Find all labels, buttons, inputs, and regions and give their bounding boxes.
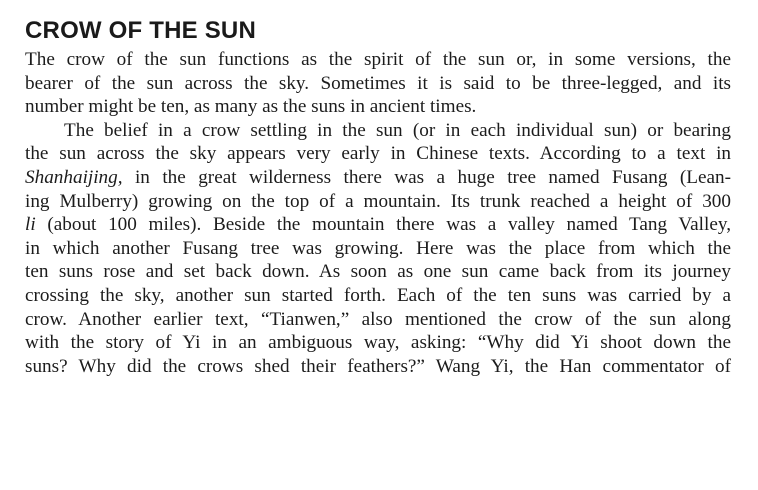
paragraph-2	[25, 119, 731, 379]
line-text: with the story of Yi in an ambiguous way, asking: “Why did Yi shoot down the	[25, 332, 731, 354]
text-line	[25, 260, 731, 284]
line-text: (about 100 miles). Beside the mountain there was a valley named Tang Valley,	[35, 214, 731, 236]
text-line	[25, 142, 731, 166]
document-page	[25, 14, 731, 378]
book-title-italic: Shanhaijing,	[25, 166, 123, 188]
line-text: The belief in a crow settling in the sun (or in each individual sun) or bearing	[64, 119, 731, 141]
text-line	[25, 166, 731, 190]
line-text: ing Mulberry) growing on the top of a mountain. Its trunk reached a height of 300	[25, 190, 731, 212]
line-text: ten suns rose and set back down. As soon as one sun came back from its journey	[25, 261, 731, 283]
line-text: number might be ten, as many as the suns in ancient times.	[25, 96, 477, 118]
line-text: crow. Another earlier text, “Tianwen,” also mentioned the crow of the sun along	[25, 308, 731, 330]
text-line	[25, 72, 731, 96]
text-line	[25, 331, 731, 355]
section-heading: CROW OF THE SUN	[25, 17, 256, 44]
line-text: the sun across the sky appears very early in Chinese texts. According to a text in	[25, 143, 731, 165]
line-text: The crow of the sun functions as the spirit of the sun or, in some versions, the	[25, 49, 731, 70]
text-line	[25, 213, 731, 237]
unit-italic: li	[25, 214, 36, 236]
text-line	[25, 355, 731, 379]
text-line	[25, 48, 731, 72]
text-line	[25, 190, 731, 214]
text-line	[25, 284, 731, 308]
text-line	[25, 119, 731, 143]
text-line	[25, 308, 731, 332]
line-text: bearer of the sun across the sky. Sometimes it is said to be three-legged, and its	[25, 72, 731, 94]
line-text: in the great wilderness there was a huge tree named Fusang (Lean-	[122, 166, 731, 188]
paragraph-1	[25, 48, 731, 119]
line-text: in which another Fusang tree was growing. Here was the place from which the	[25, 237, 731, 259]
text-line	[25, 95, 731, 119]
text-line	[25, 237, 731, 261]
line-text: crossing the sky, another sun started forth. Each of the ten suns was carried by a	[25, 284, 731, 306]
line-text: suns? Why did the crows shed their feathers?” Wang Yi, the Han commentator of	[25, 355, 731, 377]
